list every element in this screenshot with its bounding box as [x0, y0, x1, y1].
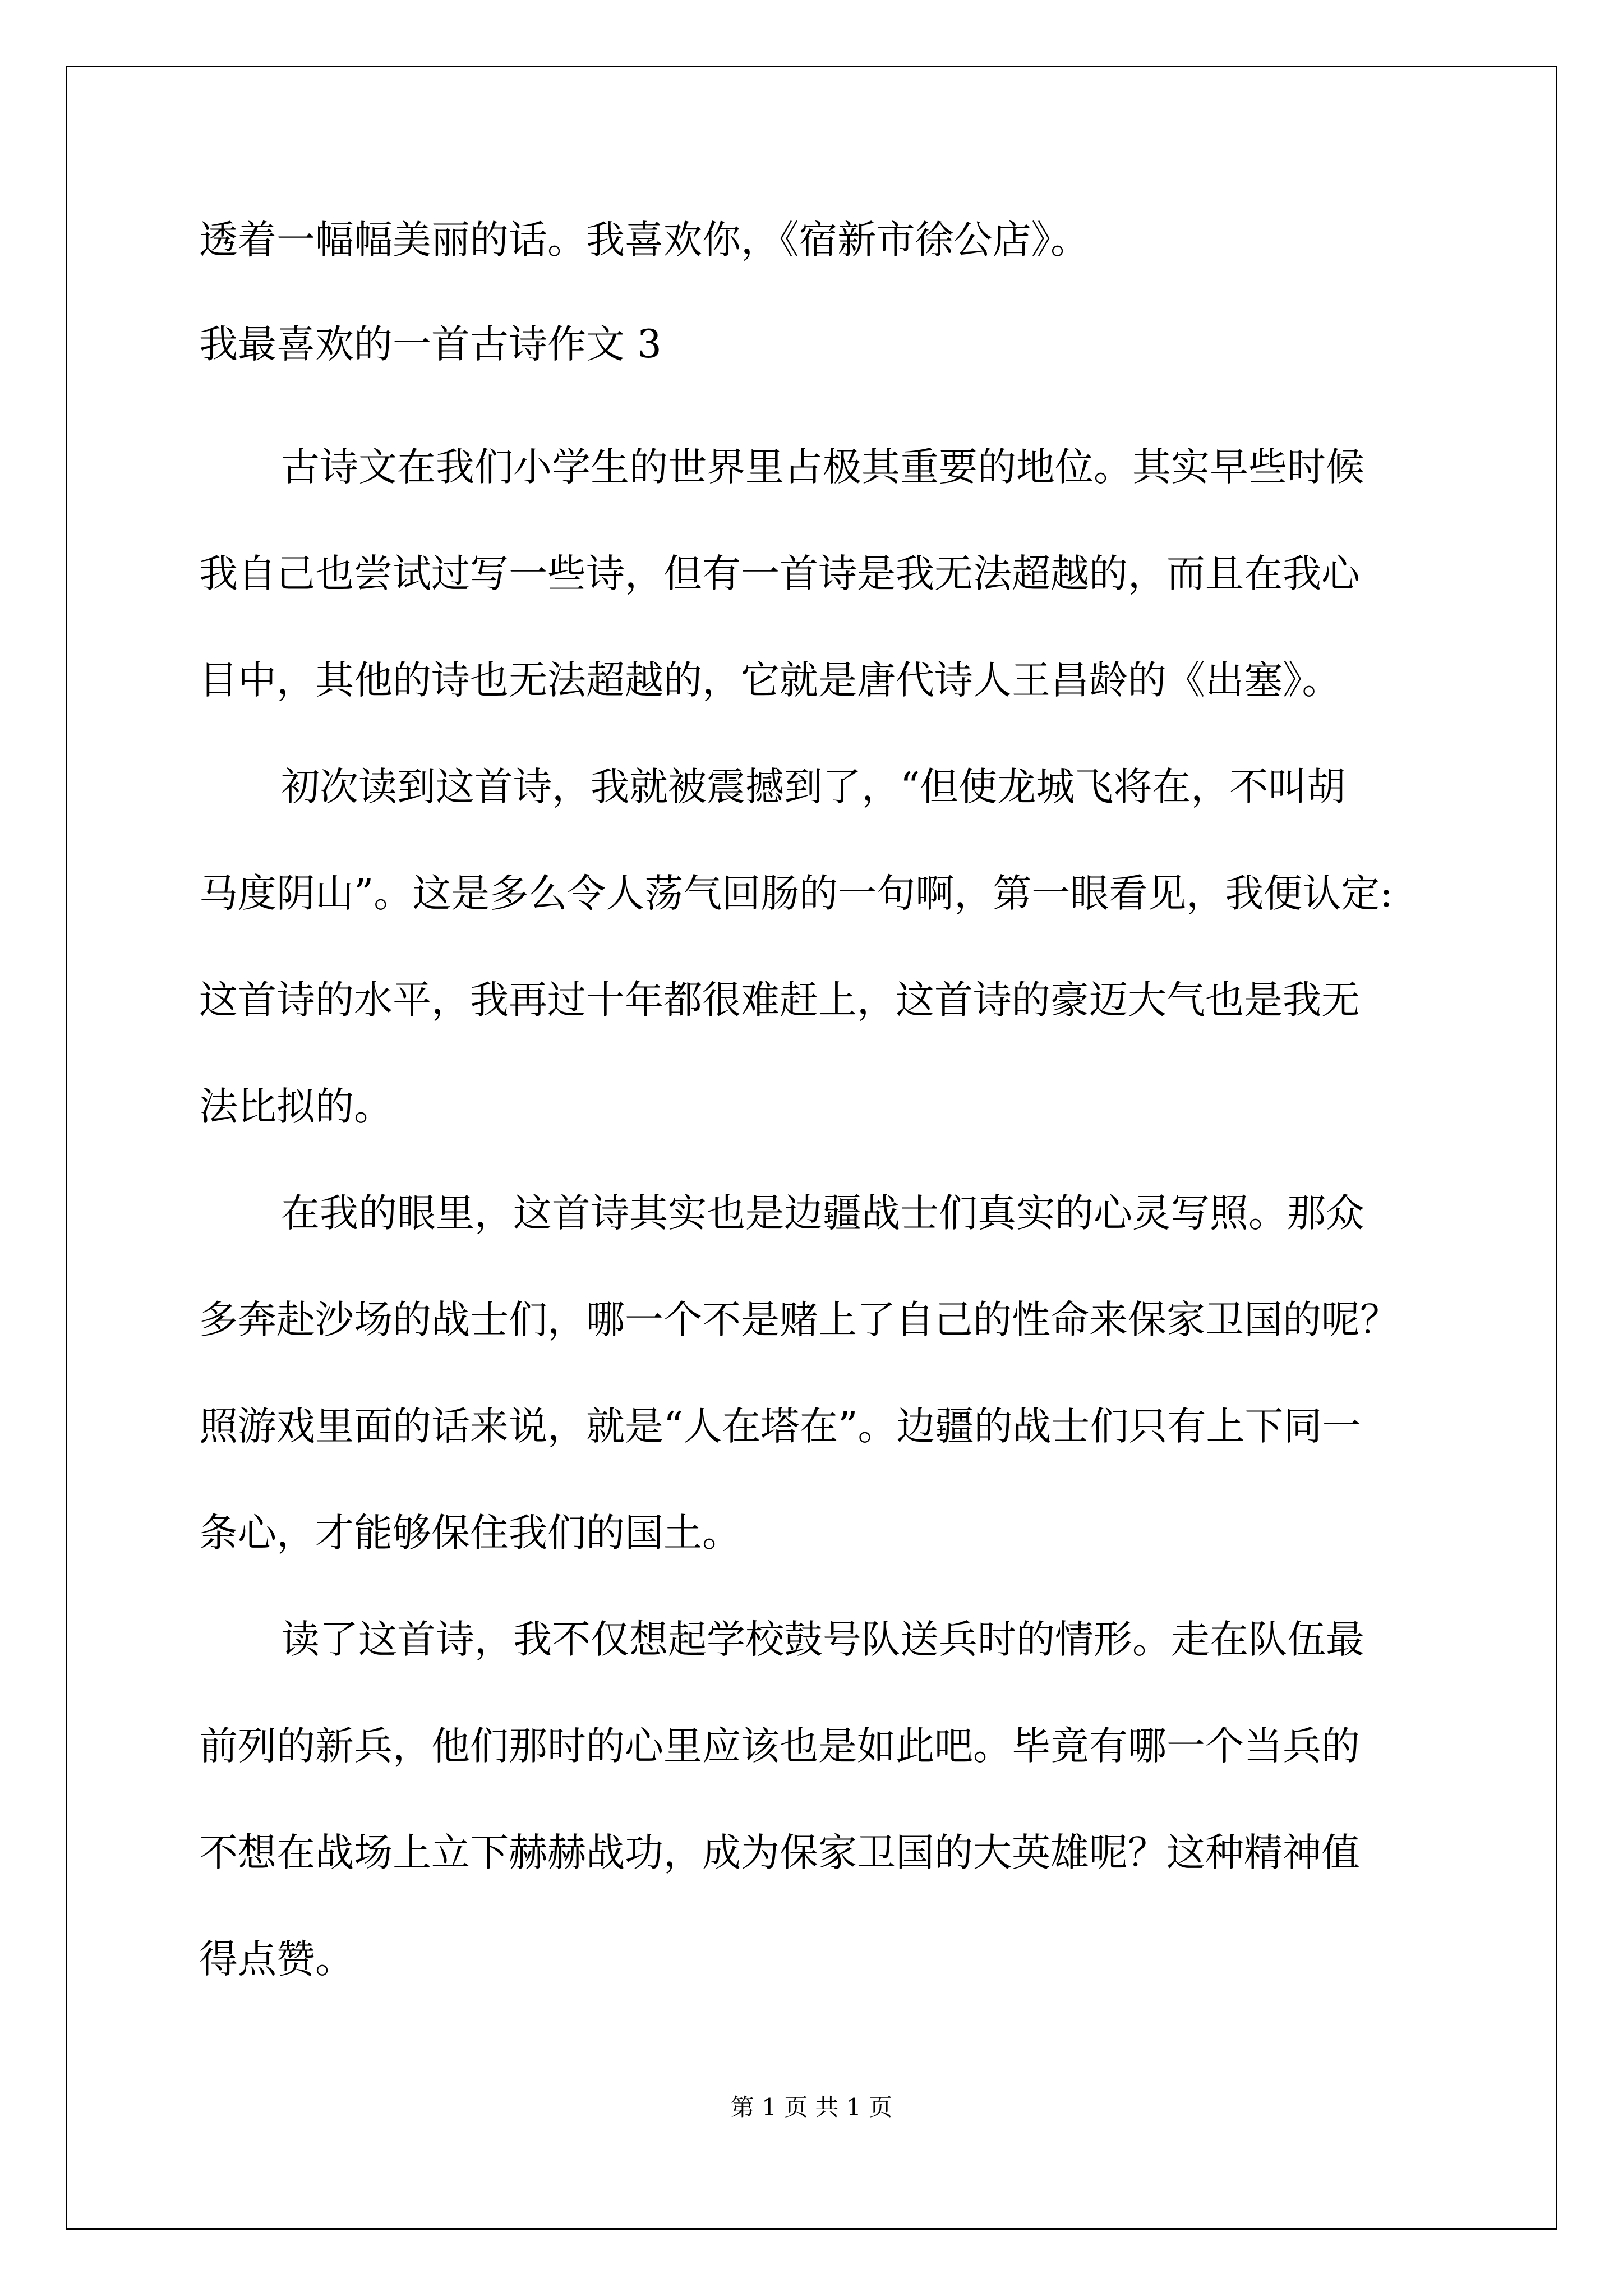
page-footer: 第 1 页 共 1 页 [730, 2093, 893, 2121]
paragraph-line: 马度阴山”。这是多么令人荡气回肠的一句啊，第一眼看见，我便认定: [199, 871, 1393, 916]
paragraph-line: 不想在战场上立下赫赫战功，成为保家卫国的大英雄呢？这种精神值 [199, 1830, 1360, 1875]
paragraph-line: 照游戏里面的话来说，就是“人在塔在”。边疆的战士们只有上下同一 [199, 1404, 1361, 1449]
paragraph-line: 初次读到这首诗，我就被震撼到了，“但使龙城飞将在，不叫胡 [281, 765, 1346, 809]
paragraph-line: 法比拟的。 [199, 1084, 393, 1129]
paragraph-line: 读了这首诗，我不仅想起学校鼓号队送兵时的情形。走在队伍最 [281, 1617, 1364, 1662]
paragraph-line: 我自己也尝试过写一些诗，但有一首诗是我无法超越的，而且在我心 [199, 551, 1360, 596]
paragraph-line: 目中，其他的诗也无法超越的，它就是唐代诗人王昌龄的《出塞》。 [199, 658, 1341, 703]
paragraph-line: 这首诗的水平，我再过十年都很难赶上，这首诗的豪迈大气也是我无 [199, 978, 1360, 1023]
paragraph-line: 条心，才能够保住我们的国土。 [199, 1511, 741, 1556]
text-line: 透着一幅幅美丽的话。我喜欢你，《宿新市徐公店》。 [199, 218, 1089, 263]
paragraph-line: 在我的眼里，这首诗其实也是边疆战士们真实的心灵写照。那众 [281, 1191, 1364, 1236]
section-heading: 我最喜欢的一首古诗作文 3 [199, 322, 662, 367]
page-border [66, 66, 1557, 2230]
paragraph-line: 得点赞。 [199, 1937, 354, 1982]
paragraph-line: 古诗文在我们小学生的世界里占极其重要的地位。其实早些时候 [281, 445, 1364, 490]
paragraph-line: 前列的新兵，他们那时的心里应该也是如此吧。毕竟有哪一个当兵的 [199, 1724, 1360, 1769]
paragraph-line: 多奔赴沙场的战士们，哪一个不是赌上了自己的性命来保家卫国的呢？ [199, 1297, 1399, 1342]
